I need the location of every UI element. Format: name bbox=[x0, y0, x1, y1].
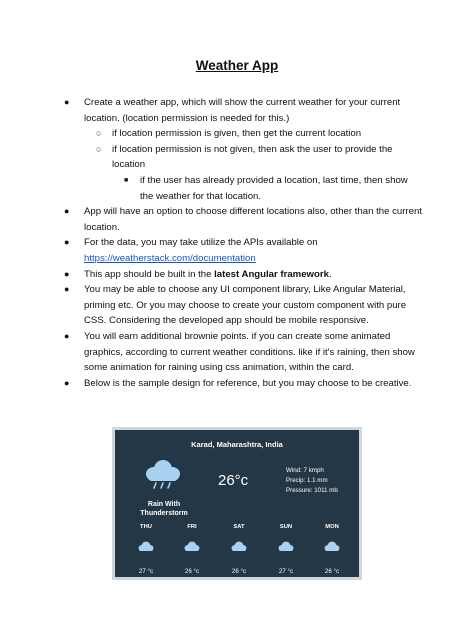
forecast-temp: 27 °c bbox=[138, 568, 154, 575]
bullet-disc: ● bbox=[64, 237, 70, 248]
location-label: Karad, Maharashtra, India bbox=[191, 440, 283, 449]
bullet-square: ■ bbox=[124, 176, 129, 184]
list-item-text: This app should be built in the bbox=[84, 268, 215, 280]
cloud-rain-icon bbox=[230, 540, 248, 554]
list-item-text: if location permission is given, then get the current location bbox=[112, 128, 362, 140]
list-item bbox=[62, 204, 422, 235]
list-item bbox=[62, 142, 422, 173]
forecast-day bbox=[312, 524, 352, 575]
pressure-value: Pressure: 1011 mb bbox=[286, 487, 338, 494]
list-item bbox=[62, 282, 422, 329]
forecast-day-name: SUN bbox=[279, 524, 293, 530]
list-item-text: For the data, you may take utilize the APIs available on bbox=[84, 237, 318, 249]
list-item-text: Below is the sample design for reference, but you may choose to be creative. bbox=[84, 377, 412, 389]
current-temperature: 26°c bbox=[218, 472, 249, 489]
forecast-day bbox=[172, 524, 212, 575]
list-item-text: You may be able to choose any UI component library, Like Angular Material, priming etc. Or you may choose to create your custom component with pure CSS. Considering the developed app should be mobile responsive. bbox=[84, 284, 407, 327]
list-item bbox=[62, 235, 422, 266]
forecast-day-name: MON bbox=[325, 524, 339, 530]
api-docs-link[interactable]: https://weatherstack.com/documentation bbox=[84, 252, 256, 264]
bullet-disc: ● bbox=[64, 97, 70, 107]
cloud-rain-icon bbox=[277, 540, 295, 554]
bullet-circle: ○ bbox=[96, 128, 102, 139]
cloud-rain-icon bbox=[183, 540, 201, 554]
bullet-disc: ● bbox=[64, 377, 70, 388]
condition-text bbox=[133, 500, 195, 518]
list-item-bold-text: latest Angular framework bbox=[214, 268, 329, 280]
forecast-day-name: FRI bbox=[187, 524, 197, 530]
bullet-disc: ● bbox=[64, 206, 70, 217]
forecast-day-name: THU bbox=[140, 524, 152, 530]
list-item bbox=[62, 329, 422, 376]
forecast-day bbox=[266, 524, 306, 575]
cloud-rain-icon bbox=[323, 540, 341, 554]
bullet-circle: ○ bbox=[96, 143, 102, 154]
list-item bbox=[62, 95, 422, 126]
condition-line: Rain With bbox=[147, 501, 181, 508]
page-title: Weather App bbox=[195, 58, 279, 73]
list-item-text: Create a weather app, which will show the current weather for your current location. (location permission is needed for this.) bbox=[84, 97, 401, 124]
list-item bbox=[62, 267, 422, 283]
requirements-list bbox=[62, 95, 422, 391]
list-item-text: if the user has already provided a location, last time, then show the weather for that location. bbox=[140, 174, 408, 202]
cloud-rain-icon bbox=[143, 456, 183, 490]
cloud-rain-icon bbox=[137, 540, 155, 554]
precip-value: Precip: 1.1 mm bbox=[286, 477, 328, 484]
list-item bbox=[62, 376, 422, 392]
bullet-disc: ● bbox=[64, 330, 70, 341]
list-item-text: You will earn additional brownie points. if you can create some animated graphics, according to current weather conditions. like if it's raining, then show some animation for raining using css animation, within the card. bbox=[84, 330, 415, 374]
forecast-day-name: SAT bbox=[233, 524, 245, 530]
list-item-text: if location permission is not given, then ask the user to provide the location bbox=[112, 143, 393, 171]
weather-card bbox=[112, 427, 362, 580]
forecast-temp: 26 °c bbox=[231, 568, 247, 575]
bullet-disc: ● bbox=[64, 268, 70, 279]
list-item bbox=[62, 173, 422, 204]
weather-details bbox=[286, 466, 338, 496]
forecast-temp: 26 °c bbox=[184, 568, 200, 575]
bullet-disc: ● bbox=[64, 284, 70, 295]
list-item-text: App will have an option to choose different locations also, other than the current location. bbox=[84, 206, 422, 233]
forecast-temp: 26 °c bbox=[324, 568, 340, 575]
forecast-day bbox=[126, 524, 166, 575]
wind-value: Wind: 7 kmph bbox=[286, 467, 324, 474]
forecast-temp: 27 °c bbox=[278, 568, 294, 575]
list-item bbox=[62, 126, 422, 142]
forecast-day bbox=[219, 524, 259, 575]
list-item-text-end: . bbox=[328, 268, 332, 280]
condition-line: Thunderstorm bbox=[140, 510, 188, 517]
